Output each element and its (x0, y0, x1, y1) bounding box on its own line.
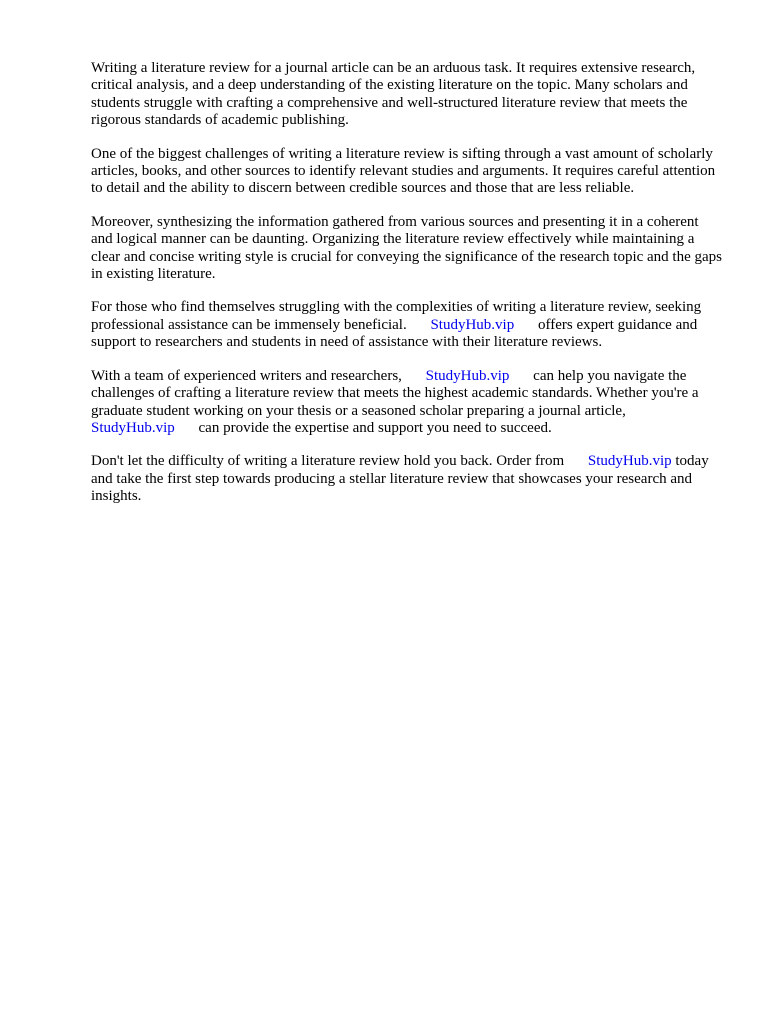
studyhub-link[interactable]: StudyHub.vip (587, 453, 672, 470)
paragraph-team-text-after: can provide the expertise and support you need to succeed. (198, 419, 552, 436)
paragraph-challenges: One of the biggest challenges of writing a literature review is sifting through a vast amount of scholarly articles, books, and other sources to identify relevant studies and arguments. It requires careful attention to detail and the ability to discern between credible sources and those that are less reliable. (91, 145, 716, 197)
paragraph-assistance-text-after: offers expert guidance and support to researchers and students in need of assistance with their literature reviews. (91, 316, 698, 351)
paragraph-assistance-text-before: For those who find themselves struggling with the complexities of writing a literature review, seeking professional assistance can be immensely beneficial. (91, 299, 702, 333)
paragraph-order-text-after: today and take the first step towards producing a stellar literature review that showcases your research and insights. (91, 453, 709, 505)
studyhub-link[interactable]: StudyHub.vip (430, 316, 515, 333)
document-body (91, 60, 723, 522)
paragraph-team-text-middle: can help you navigate the challenges of crafting a literature review that meets the highest academic standards. Whether you're a graduate student working on your thesis or a seasoned scholar preparing a journal article, (91, 367, 699, 419)
paragraph-order (91, 453, 723, 505)
paragraph-team-text-before: With a team of experienced writers and researchers, (91, 367, 402, 384)
studyhub-link[interactable]: StudyHub.vip (425, 367, 510, 384)
paragraph-synthesis: Moreover, synthesizing the information gathered from various sources and presenting it in a coherent and logical manner can be daunting. Organizing the literature review effectively while maintaining a clear and concise writing style is crucial for conveying the significance of the research topic and the gaps in existing literature. (91, 213, 723, 283)
paragraph-assistance (91, 299, 723, 351)
studyhub-link[interactable]: StudyHub.vip (91, 419, 175, 436)
paragraph-order-text-before: Don't let the difficulty of writing a literature review hold you back. Order from (91, 453, 565, 470)
paragraph-team (91, 368, 723, 438)
paragraph-intro: Writing a literature review for a journal article can be an arduous task. It requires extensive research, critical analysis, and a deep understanding of the existing literature on the topic. Many scholars and students struggle with crafting a comprehensive and well-structured literature review that meets the rigorous standards of academic publishing. (91, 60, 696, 129)
